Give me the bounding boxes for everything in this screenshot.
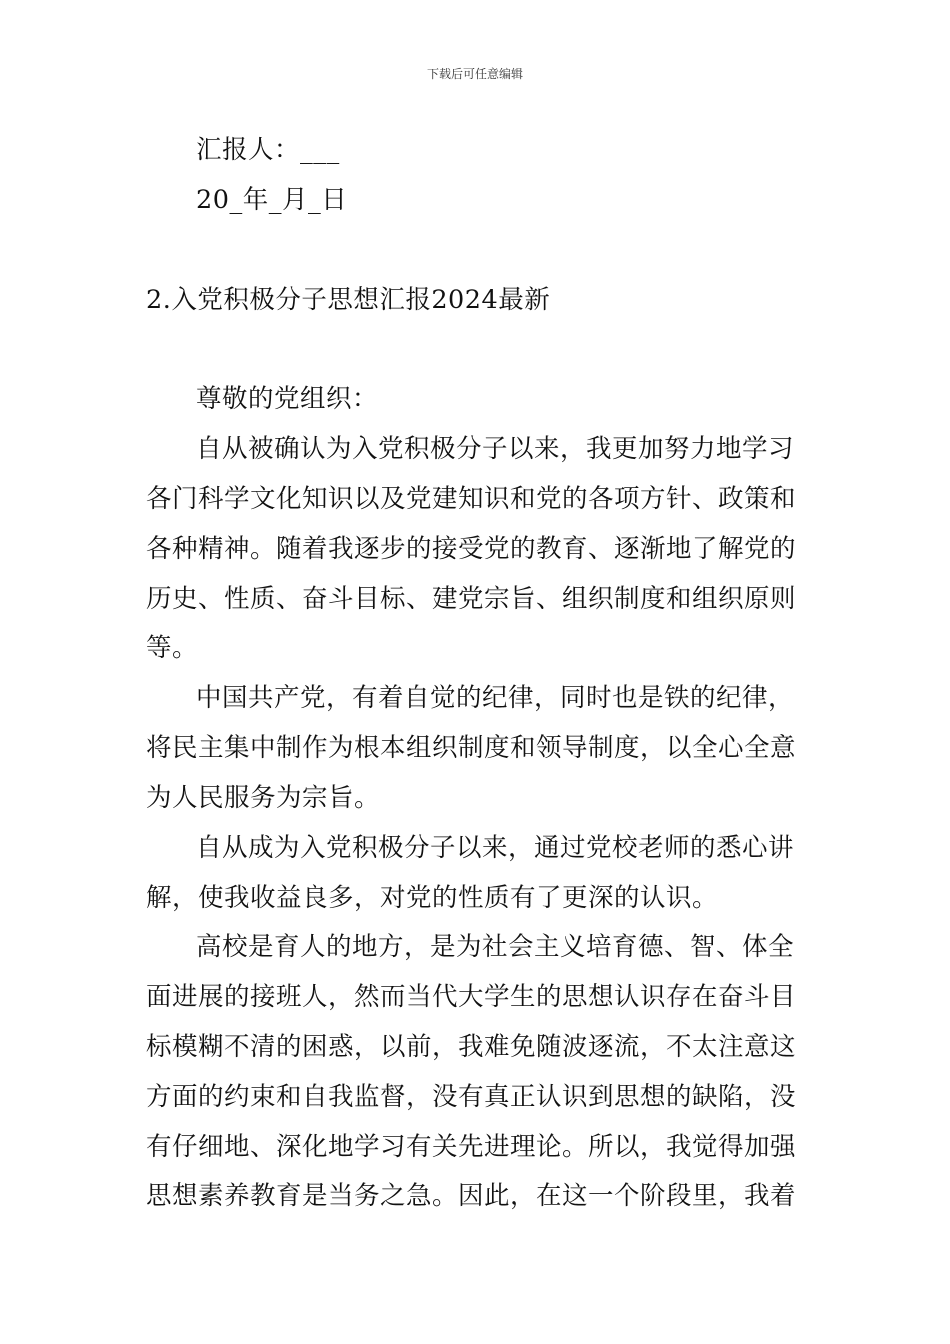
paragraph-line: 将民主集中制作为根本组织制度和领导制度，以全心全意 [146,733,797,763]
date-line: 20_年_月_日 [196,185,348,215]
paragraph-line: 高校是育人的地方，是为社会主义培育德、智、体全 [196,932,795,962]
paragraph-line: 自从成为入党积极分子以来，通过党校老师的悉心讲 [196,833,795,863]
paragraph-line: 有仔细地、深化地学习有关先进理论。所以，我觉得加强 [146,1132,797,1162]
paragraph-line: 方面的约束和自我监督，没有真正认识到思想的缺陷，没 [146,1082,797,1112]
section-title: 2.入党积极分子思想汇报2024最新 [146,285,551,315]
paragraph-line: 思想素养教育是当务之急。因此，在这一个阶段里，我着 [146,1181,797,1211]
reporter-line: 汇报人：___ [196,135,340,165]
paragraph-line: 各种精神。随着我逐步的接受党的教育、逐渐地了解党的 [146,534,797,564]
salutation: 尊敬的党组织： [196,384,379,414]
paragraph-line: 解，使我收益良多，对党的性质有了更深的认识。 [146,883,719,913]
paragraph-line: 历史、性质、奋斗目标、建党宗旨、组织制度和组织原则 [146,584,797,614]
paragraph-line: 中国共产党，有着自觉的纪律，同时也是铁的纪律， [196,683,795,713]
paragraph-line: 自从被确认为入党积极分子以来，我更加努力地学习 [196,434,795,464]
paragraph-line: 标模糊不清的困惑，以前，我难免随波逐流，不太注意这 [146,1032,797,1062]
paragraph-line: 面进展的接班人，然而当代大学生的思想认识存在奋斗目 [146,982,797,1012]
paragraph-line: 为人民服务为宗旨。 [146,783,381,813]
header-note: 下载后可任意编辑 [426,67,523,81]
paragraph-line: 各门科学文化知识以及党建知识和党的各项方针、政策和 [146,484,797,514]
paragraph-line: 等。 [146,633,199,663]
